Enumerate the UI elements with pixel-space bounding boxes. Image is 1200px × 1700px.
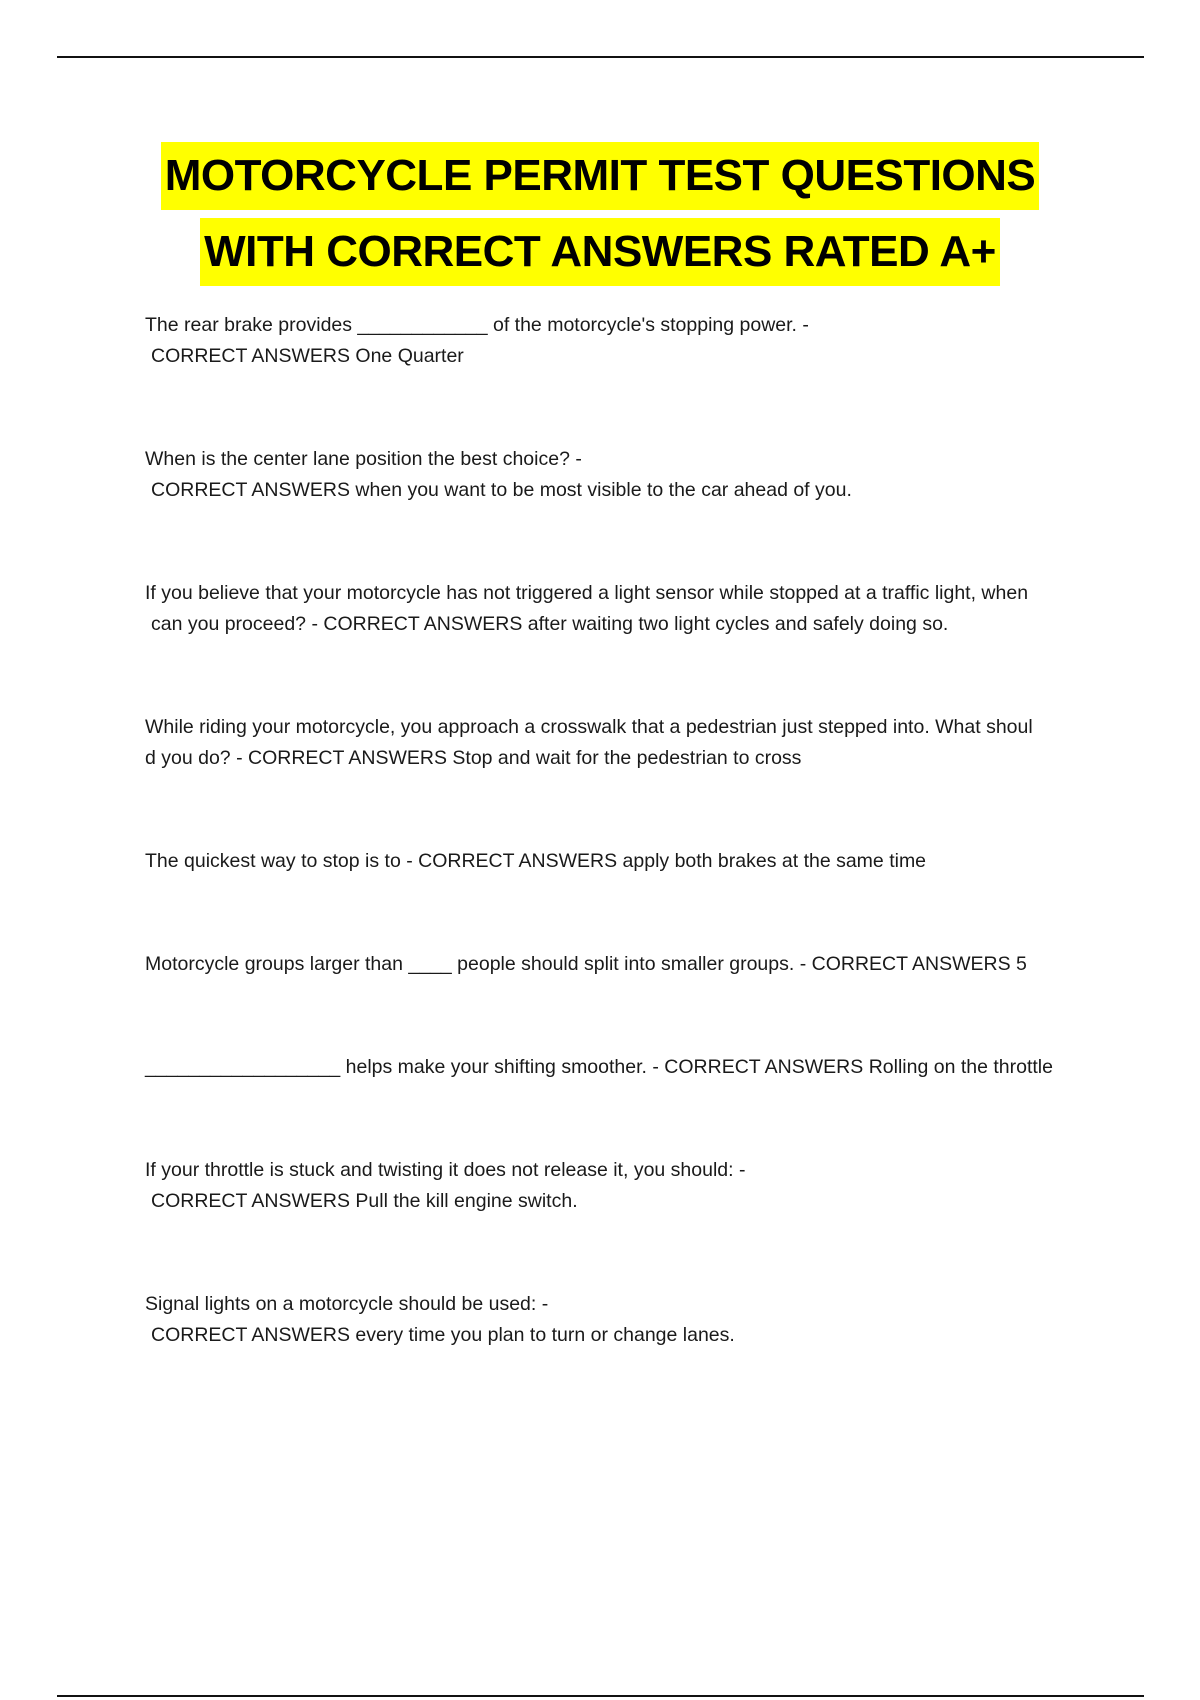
answer-text: can you proceed? - CORRECT ANSWERS after waiting two light cycles and safely doing so.	[151, 613, 949, 635]
title-line-2: WITH CORRECT ANSWERS RATED A+	[200, 218, 1000, 286]
question-text: The rear brake provides ____________ of the motorcycle's stopping power. -	[145, 314, 809, 336]
answer-text: d you do? - CORRECT ANSWERS Stop and wait for the pedestrian to cross	[145, 747, 802, 769]
qa-item-9	[145, 1289, 1105, 1351]
answer-text: CORRECT ANSWERS every time you plan to turn or change lanes.	[151, 1324, 735, 1346]
qa-item-5	[145, 846, 1105, 877]
question-text: Motorcycle groups larger than ____ people should split into smaller groups. - CORRECT ANSWERS 5	[145, 953, 1027, 975]
question-text: The quickest way to stop is to - CORRECT ANSWERS apply both brakes at the same time	[145, 850, 927, 872]
qa-item-4	[145, 712, 1105, 774]
question-text: Signal lights on a motorcycle should be used: -	[145, 1293, 549, 1315]
answer-text: CORRECT ANSWERS Pull the kill engine switch.	[151, 1190, 578, 1212]
top-rule	[57, 56, 1144, 58]
qa-item-8	[145, 1155, 1105, 1217]
qa-item-2	[145, 444, 1105, 506]
qa-item-3	[145, 578, 1105, 640]
qa-item-7	[145, 1052, 1105, 1083]
qa-item-1	[145, 310, 1105, 372]
question-text: __________________ helps make your shifting smoother. - CORRECT ANSWERS Rolling on the throttle	[145, 1056, 1053, 1078]
question-text: When is the center lane position the best choice? -	[145, 448, 582, 470]
question-text: While riding your motorcycle, you approach a crosswalk that a pedestrian just stepped into. What shoul	[145, 716, 1033, 738]
title-line-1: MOTORCYCLE PERMIT TEST QUESTIONS	[161, 142, 1040, 210]
document-title	[0, 142, 1200, 294]
question-text: If you believe that your motorcycle has not triggered a light sensor while stopped at a traffic light, when	[145, 582, 1029, 604]
answer-text: CORRECT ANSWERS when you want to be most visible to the car ahead of you.	[151, 479, 852, 501]
question-text: If your throttle is stuck and twisting it does not release it, you should: -	[145, 1159, 746, 1181]
answer-text: CORRECT ANSWERS One Quarter	[151, 345, 464, 367]
qa-item-6	[145, 949, 1105, 980]
bottom-rule	[57, 1695, 1144, 1697]
